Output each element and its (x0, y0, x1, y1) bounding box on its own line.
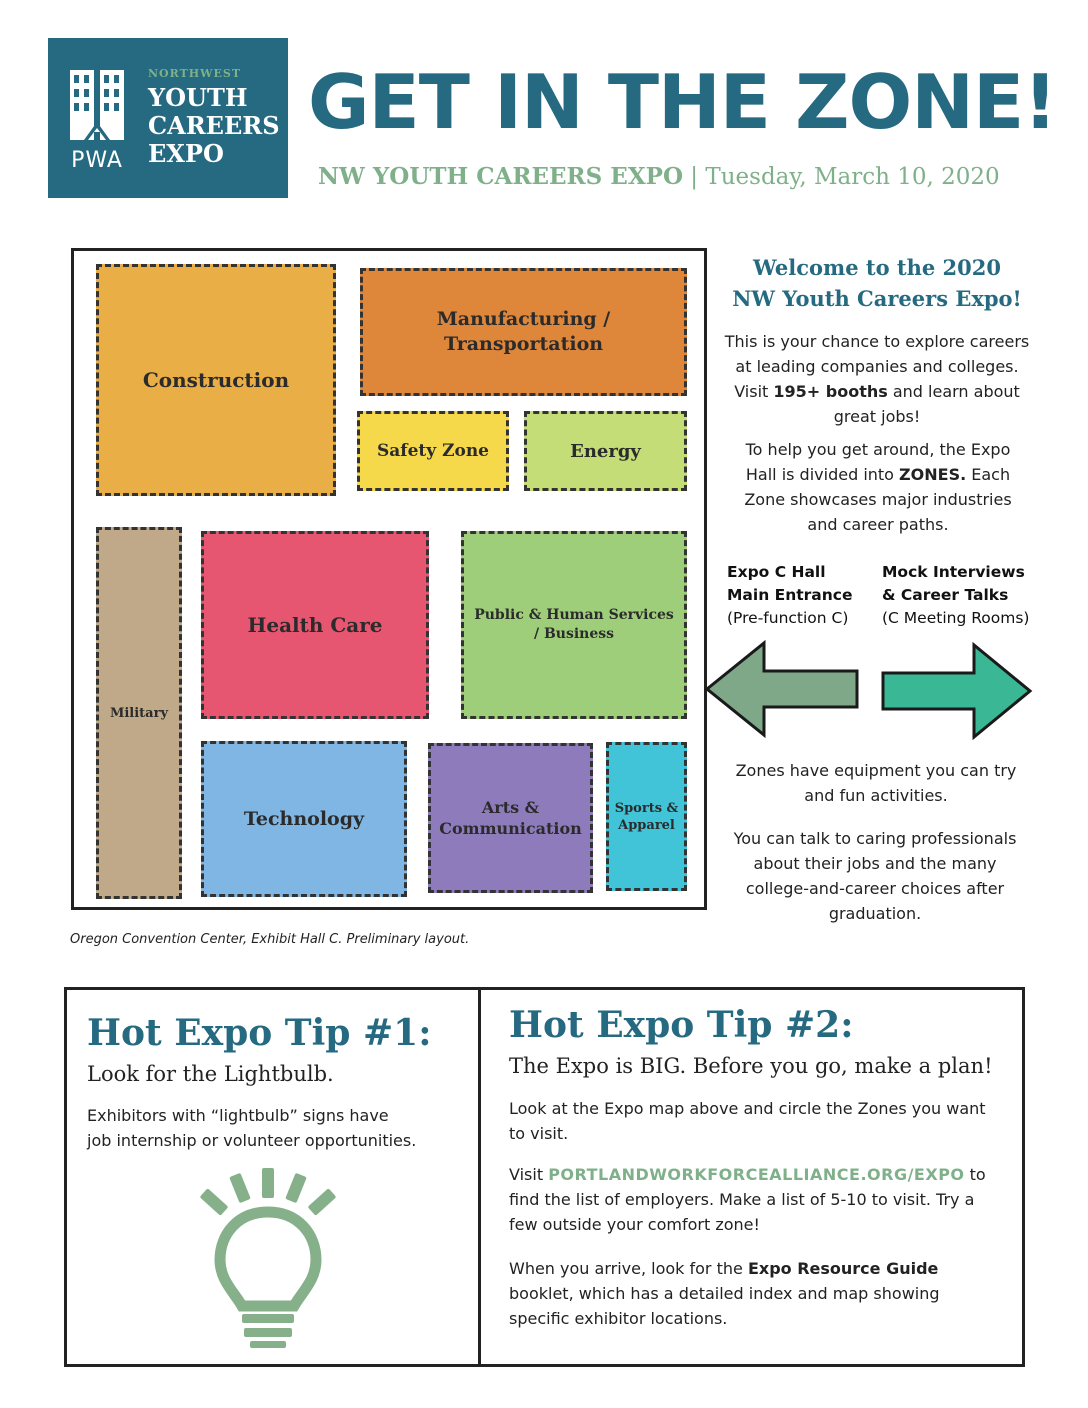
logo-northwest: NORTHWEST (148, 67, 242, 80)
zone-technology: Technology (201, 741, 407, 897)
tip1-heading: Hot Expo Tip #1: (87, 1012, 432, 1054)
meeting-rooms-label (882, 561, 1029, 630)
lightbulb-icon (198, 1168, 338, 1348)
tip2-subheading: The Expo is BIG. Before you go, make a plan! (509, 1054, 993, 1078)
tip2-heading: Hot Expo Tip #2: (509, 1004, 854, 1046)
tip2-paragraph-3 (509, 1256, 979, 1331)
zone-energy: Energy (524, 411, 687, 491)
welcome-paragraph-2 (738, 437, 1018, 537)
welcome-paragraph-4: You can talk to caring professionals about their jobs and the many college-and-career choices after graduation. (733, 829, 1017, 923)
meeting-label-1: Mock Interviews (882, 563, 1025, 581)
zone-public-services: Public & Human Services / Business (461, 531, 687, 719)
meeting-label-2: & Career Talks (882, 586, 1009, 604)
welcome-title-line1: Welcome to the 2020 (752, 255, 1001, 280)
entrance-label-2: Main Entrance (727, 586, 853, 604)
zone-health-care: Health Care (201, 531, 429, 719)
welcome-p1-text: This is your chance to explore careers at leading companies and colleges. Visit (724, 332, 1030, 401)
tip2-p3-bold: Expo Resource Guide (747, 1259, 939, 1278)
tip2-paragraph-2 (509, 1162, 1004, 1237)
zone-military: Military (96, 527, 182, 899)
tip2-paragraph-1: Look at the Expo map above and circle the Zones you want to visit. (509, 1099, 986, 1143)
logo-youth: YOUTH (148, 83, 248, 112)
entrance-label-3: (Pre-function C) (727, 609, 849, 627)
expo-website-link[interactable]: PORTLANDWORKFORCEALLIANCE.ORG/EXPO (548, 1165, 965, 1184)
welcome-p2-bold: ZONES. (899, 465, 967, 484)
zone-safety: Safety Zone (357, 411, 509, 491)
tip1-subheading: Look for the Lightbulb. (87, 1062, 334, 1086)
org-initials: PWA (71, 148, 123, 173)
logo-expo: EXPO (148, 139, 224, 168)
zone-manufacturing: Manufacturing / Transportation (360, 268, 687, 396)
tip2-p3-text-end: booklet, which has a detailed index and map showing specific exhibitor locations. (509, 1284, 940, 1328)
welcome-title (712, 252, 1042, 314)
welcome-p1-text-end: and learn about great jobs! (833, 382, 1020, 426)
entrance-label-1: Expo C Hall (727, 563, 826, 581)
welcome-p1-bold: 195+ booths (773, 382, 888, 401)
event-name: NW YOUTH CAREERS EXPO (318, 163, 683, 190)
welcome-paragraph-3: Zones have equipment you can try and fun activities. (735, 761, 1017, 805)
building-icon (70, 70, 132, 148)
arrow-right-icon (880, 642, 1034, 740)
page-title: GET IN THE ZONE! (308, 58, 1057, 146)
logo (48, 38, 288, 198)
tip1-body: Exhibitors with “lightbulb” signs have job internship or volunteer opportunities. (87, 1106, 417, 1150)
logo-careers: CAREERS (148, 111, 280, 140)
entrance-label (727, 561, 853, 630)
zone-construction: Construction (96, 264, 336, 496)
subtitle-separator: | (683, 164, 706, 190)
welcome-paragraph-1 (722, 329, 1032, 429)
expo-map (71, 248, 707, 910)
map-caption: Oregon Convention Center, Exhibit Hall C. Preliminary layout. (70, 932, 470, 947)
tips-divider (478, 987, 481, 1367)
welcome-p2-text: To help you get around, the Expo Hall is divided into (745, 440, 1011, 484)
welcome-title-line2: NW Youth Careers Expo! (732, 286, 1022, 311)
meeting-label-3: (C Meeting Rooms) (882, 609, 1030, 627)
event-date: Tuesday, March 10, 2020 (705, 164, 1000, 190)
zone-arts: Arts & Communication (428, 743, 593, 893)
zone-sports: Sports & Apparel (606, 742, 687, 891)
tip2-p2-text-end: to find the list of employers. Make a list of 5-10 to visit. Try a few outside your comfort zone! (509, 1165, 986, 1234)
tip2-p3-text: When you arrive, look for the (509, 1259, 748, 1278)
welcome-p2-text-end: Each Zone showcases major industries and career paths. (744, 465, 1012, 534)
arrow-left-icon (704, 640, 860, 738)
event-subtitle (318, 163, 1000, 190)
tip2-p2-text: Visit (509, 1165, 549, 1184)
